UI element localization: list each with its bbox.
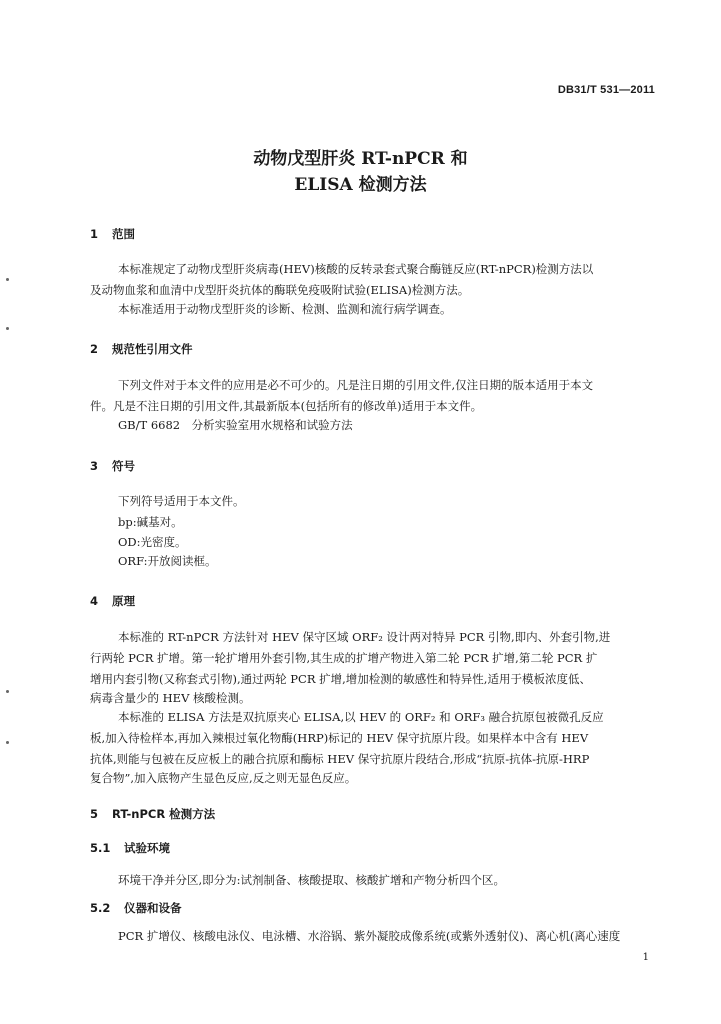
- symbol-definition: ORF:开放阅读框。: [118, 554, 217, 568]
- section-number: 2: [90, 342, 99, 356]
- section-title: 范围: [112, 227, 135, 241]
- paragraph-line: 下列符号适用于本文件。: [118, 494, 245, 508]
- standard-code: DB31/T 531—2011: [557, 84, 655, 96]
- section-heading-3: [90, 458, 135, 474]
- page-number: 1: [642, 952, 649, 963]
- section-number: 1: [90, 227, 99, 241]
- paragraph-line: 环境干净并分区,即分为:试剂制备、核酸提取、核酸扩增和产物分析四个区。: [118, 873, 506, 887]
- section-title: 符号: [112, 459, 135, 473]
- section-number: 4: [90, 594, 99, 608]
- section-number: 5.1: [90, 841, 111, 855]
- section-heading-1: [90, 226, 135, 242]
- paragraph-line: 增用内套引物(又称套式引物),通过两轮 PCR 扩增,增加检测的敏感性和特异性,适用于模板浓度低、: [90, 672, 591, 686]
- section-title: 规范性引用文件: [112, 342, 193, 356]
- section-title: RT-nPCR 检测方法: [112, 807, 216, 821]
- paragraph-line: 及动物血浆和血清中戊型肝炎抗体的酶联免疫吸附试验(ELISA)检测方法。: [90, 283, 470, 297]
- section-title: 仪器和设备: [124, 901, 182, 915]
- subsection-heading-5-1: [90, 840, 170, 856]
- scan-mark: [6, 690, 9, 693]
- paragraph-line: 复合物”,加入底物产生显色反应,反之则无显色反应。: [90, 771, 357, 785]
- section-number: 5.2: [90, 901, 111, 915]
- section-heading-5: [90, 806, 215, 822]
- symbol-definition: bp:碱基对。: [118, 515, 183, 529]
- section-number: 5: [90, 807, 99, 821]
- subsection-heading-5-2: [90, 900, 182, 916]
- section-heading-4: [90, 593, 135, 609]
- paragraph-line: 行两轮 PCR 扩增。第一轮扩增用外套引物,其生成的扩增产物进入第二轮 PCR 扩增,第二轮 PCR 扩: [90, 651, 598, 665]
- paragraph-line: 病毒含量少的 HEV 核酸检测。: [90, 691, 251, 705]
- reference-item: GB/T 6682 分析实验室用水规格和试验方法: [118, 418, 353, 432]
- paragraph-line: 抗体,则能与包被在反应板上的融合抗原和酶标 HEV 保守抗原片段结合,形成“抗原-抗体-抗原-HRP: [90, 752, 590, 766]
- paragraph-line: PCR 扩增仪、核酸电泳仪、电泳槽、水浴锅、紫外凝胶成像系统(或紫外透射仪)、离心机(离心速度: [118, 929, 621, 943]
- section-number: 3: [90, 459, 99, 473]
- scan-mark: [6, 278, 9, 281]
- section-heading-2: [90, 341, 193, 357]
- section-title: 原理: [112, 594, 135, 608]
- paragraph-line: 本标准规定了动物戊型肝炎病毒(HEV)核酸的反转录套式聚合酶链反应(RT-nPCR)检测方法以: [118, 262, 594, 276]
- scan-mark: [6, 327, 9, 330]
- paragraph-line: 本标准的 ELISA 方法是双抗原夹心 ELISA,以 HEV 的 ORF₂ 和 ORF₃ 融合抗原包被微孔反应: [118, 710, 604, 724]
- paragraph-line: 本标准适用于动物戊型肝炎的诊断、检测、监测和流行病学调查。: [118, 302, 452, 316]
- document-title-line-1: 动物戊型肝炎 RT-nPCR 和: [253, 149, 468, 169]
- paragraph-line: 本标准的 RT-nPCR 方法针对 HEV 保守区域 ORF₂ 设计两对特异 PCR 引物,即内、外套引物,进: [118, 630, 611, 644]
- scan-mark: [6, 741, 9, 744]
- paragraph-line: 板,加入待检样本,再加入辣根过氧化物酶(HRP)标记的 HEV 保守抗原片段。如果样本中含有 HEV: [90, 731, 589, 745]
- paragraph-line: 件。凡是不注日期的引用文件,其最新版本(包括所有的修改单)适用于本文件。: [90, 399, 483, 413]
- section-title: 试验环境: [124, 841, 170, 855]
- paragraph-line: 下列文件对于本文件的应用是必不可少的。凡是注日期的引用文件,仅注日期的版本适用于本文: [118, 378, 594, 392]
- document-title-line-2: ELISA 检测方法: [294, 175, 427, 195]
- symbol-definition: OD:光密度。: [118, 535, 187, 549]
